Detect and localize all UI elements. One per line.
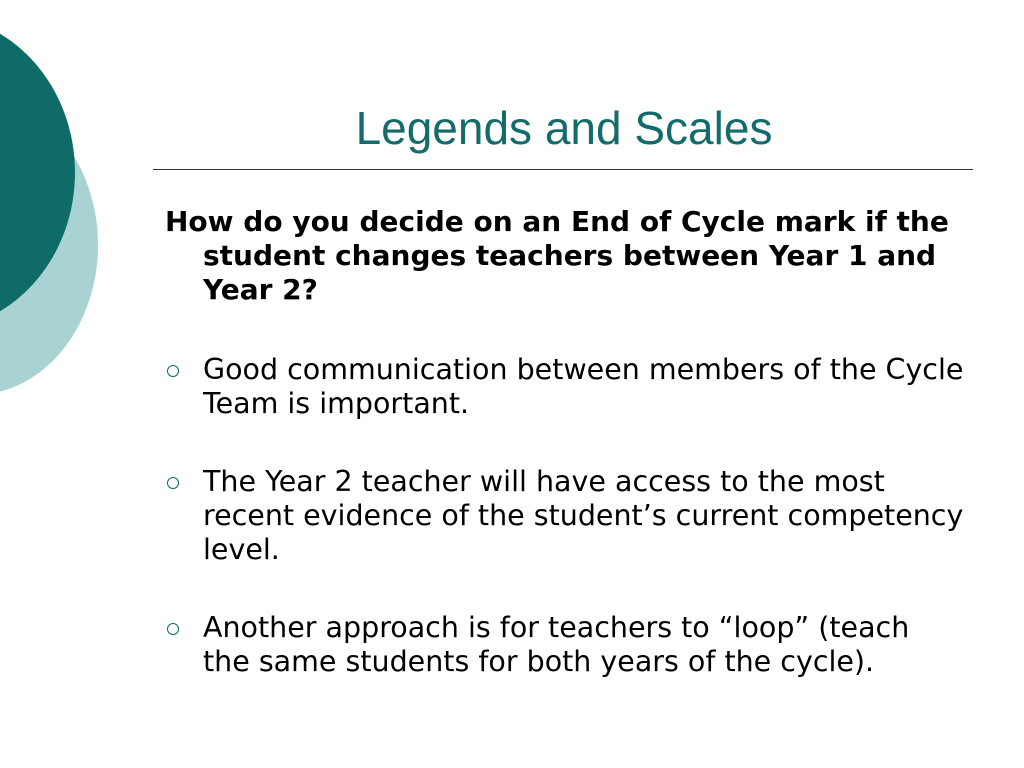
- hollow-circle-icon: [167, 365, 179, 377]
- hollow-circle-icon: [167, 477, 179, 489]
- slide-title: Legends and Scales: [355, 102, 773, 154]
- bullet-item: [165, 611, 965, 679]
- hollow-circle-icon: [167, 623, 179, 635]
- title-divider: [153, 169, 973, 170]
- bullet-item: [165, 465, 965, 567]
- question-text: How do you decide on an End of Cycle mark if the student changes teachers between Year 1 and Year 2?: [165, 205, 949, 306]
- bullet-text: Another approach is for teachers to “loop” (teach the same students for both years of the cycle).: [203, 611, 910, 678]
- bullet-item: [165, 353, 965, 421]
- bullet-text: The Year 2 teacher will have access to the most recent evidence of the student’s current competency level.: [203, 465, 964, 566]
- bullet-list: [165, 353, 965, 679]
- slide-body: [165, 205, 965, 679]
- bullet-text: Good communication between members of the Cycle Team is important.: [203, 353, 964, 420]
